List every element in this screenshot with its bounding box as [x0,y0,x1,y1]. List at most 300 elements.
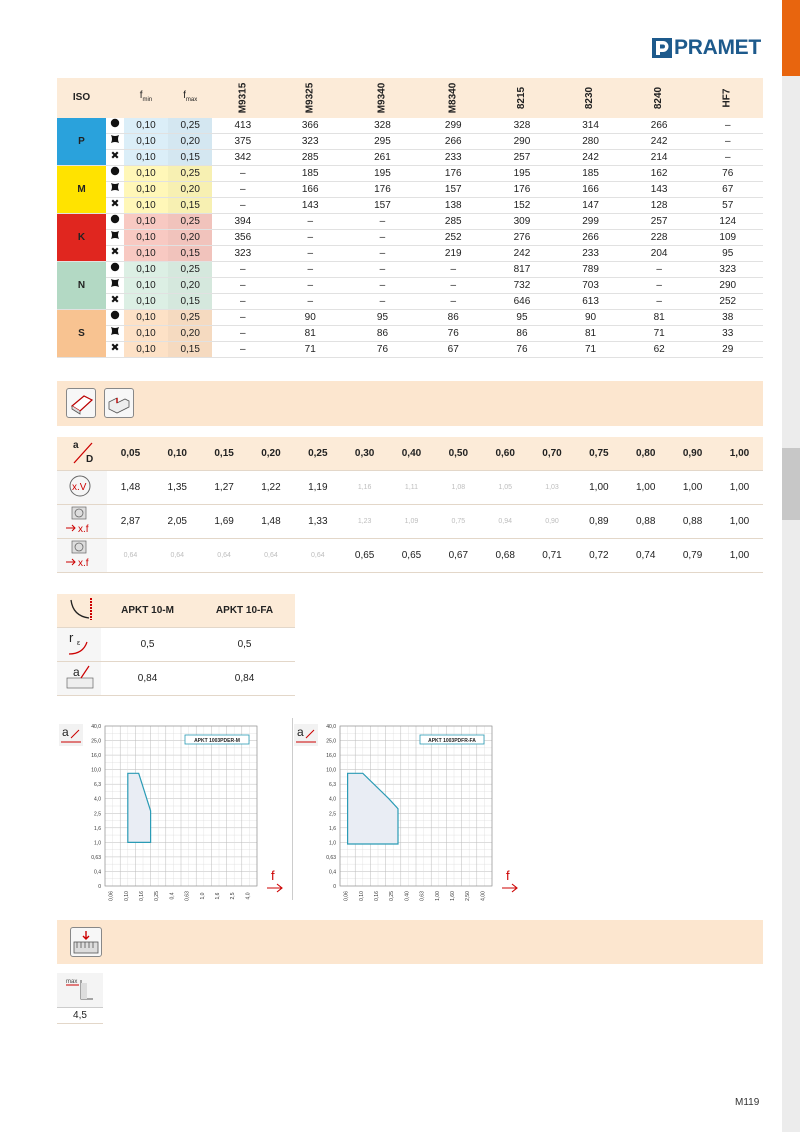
ratio-header: 0,40 [388,437,435,471]
cutting-speed-value: 176 [374,183,391,195]
x-tick-label: 0,16 [139,891,145,901]
x-tick-label: 0,63 [184,891,191,901]
chapter-tab-current[interactable] [782,448,800,521]
cutting-speed-value: – [240,279,246,291]
cutting-speed-table [57,78,763,358]
waist-icon [106,134,124,150]
cutting-speed-value: 71 [584,343,597,355]
fmin-value: 0,10 [124,246,168,262]
depth-feed-chart-m [57,718,295,903]
fmin-value: 0,10 [124,230,168,246]
cutting-speed-value: 252 [444,231,462,243]
cutting-speed-value: 143 [650,183,668,195]
table-row [57,471,763,505]
iso-group-cell: S [57,310,106,358]
svg-text:a: a [62,725,69,739]
feed-factor-icon [57,539,107,573]
cutting-speed-value: – [656,295,662,307]
table-row [57,198,763,214]
cutting-speed-value: 789 [582,263,599,275]
correction-value: 0,89 [575,505,622,539]
x-tick-label: 0,10 [358,891,365,901]
circle-icon [106,310,124,326]
cutting-speed-value: 266 [444,135,462,147]
fmin-value: 0,10 [124,118,168,134]
ratio-header: 0,75 [575,437,622,471]
y-tick-label: 0 [333,884,336,890]
cutting-speed-value: 195 [513,167,531,179]
fmin-value: 0,10 [124,166,168,182]
y-tick-label: 16,0 [91,753,101,760]
table-row [57,246,763,262]
cutting-speed-value: 162 [650,167,668,179]
cutting-speed-value: 228 [650,231,668,243]
table-row [57,134,763,150]
cutting-speed-value: 413 [234,119,252,131]
correction-value: 1,05 [482,471,529,505]
svg-text:x.V: x.V [72,482,87,493]
table-row [57,262,763,278]
ratio-header: 0,05 [107,437,154,471]
cutting-speed-value: 152 [513,199,531,211]
cutting-speed-value: 266 [650,119,668,131]
cutting-speed-value: 613 [582,295,599,307]
cutting-speed-value: 356 [234,231,252,243]
svg-text:r: r [69,630,74,645]
chapter-tab-strip [782,0,800,1132]
cutting-speed-value: 817 [513,263,531,275]
insert-column-header: APKT 10-M [101,594,194,628]
chart-title: APKT 1003PDFR-FA [428,737,476,744]
cutting-speed-value: 195 [374,167,391,179]
correction-value: 1,08 [435,471,482,505]
cutting-speed-value: 276 [513,231,531,243]
cutting-speed-value: 323 [234,247,252,259]
ratio-header: 1,00 [716,437,763,471]
ratio-header: 0,50 [435,437,482,471]
chapter-tab[interactable] [782,76,800,153]
cutting-speed-value: – [240,199,246,211]
x-tick-label: 0,06 [108,891,115,901]
correction-value: 0,72 [575,539,622,573]
cutting-speed-value: 143 [301,199,319,211]
cutting-speed-value: 95 [376,311,389,323]
shoulder-milling-icon [104,388,134,418]
ratio-header: 0,30 [341,437,388,471]
correction-value: 0,68 [482,539,529,573]
cutting-speed-value: – [240,311,246,323]
table-row [57,214,763,230]
fmin-value: 0,10 [124,278,168,294]
section-bar-ramping [57,920,763,964]
cutting-speed-value: 157 [374,199,391,211]
cutting-speed-value: 138 [444,199,462,211]
cutting-speed-value: – [724,151,731,163]
correction-value: 0,67 [435,539,482,573]
cutting-speed-value: 703 [582,279,599,291]
iso-group-cell: K [57,214,106,262]
correction-value: 0,64 [294,539,341,573]
feed-axis-label: f [271,868,275,883]
cutting-speed-value: 176 [444,167,462,179]
cutting-speed-value: 166 [582,183,599,195]
fmin-value: 0,10 [124,342,168,358]
fmax-value: 0,20 [168,134,212,150]
x-tick-label: 0,25 [154,891,161,901]
circle-icon [106,262,124,278]
fmin-value: 0,10 [124,294,168,310]
svg-text:a: a [297,725,304,739]
operating-area [128,773,151,842]
table-row [57,539,763,573]
chapter-tab[interactable] [782,304,800,381]
iso-header: ISO [57,78,106,118]
fmax-value: 0,25 [168,262,212,278]
y-tick-label: 0,63 [326,854,336,861]
y-tick-label: 10,0 [91,767,101,774]
grade-header: M9340 [347,78,418,118]
chapter-tab[interactable] [782,152,800,229]
grade-header: HF7 [692,78,763,118]
fmin-value: 0,10 [124,326,168,342]
cutting-speed-value: – [307,247,313,259]
cutting-speed-value: 646 [513,295,531,307]
cutting-speed-value: – [307,263,313,275]
table-row [57,437,763,471]
fmax-value: 0,25 [168,118,212,134]
fmin-value: 0,10 [124,182,168,198]
waist-icon [106,326,124,342]
correction-value: 1,09 [388,505,435,539]
waist-icon [106,230,124,246]
y-tick-label: 2,5 [329,811,336,818]
cutting-speed-value: – [656,279,662,291]
svg-text:x.f: x.f [78,558,89,569]
cutting-speed-value: 328 [374,119,391,131]
feed-arrow-icon [267,884,282,892]
insert-value: 0,84 [101,662,194,696]
cutting-speed-value: 323 [719,263,737,275]
table-row [57,166,763,182]
ratio-header: 0,80 [622,437,669,471]
cutting-speed-value: 242 [582,151,599,163]
cutting-speed-value: 242 [650,135,668,147]
grade-header: 8230 [555,78,626,118]
correction-value: 2,87 [107,505,154,539]
fmax-value: 0,15 [168,294,212,310]
correction-value: 0,64 [248,539,295,573]
cutting-speed-value: 328 [513,119,531,131]
table-row [57,628,295,662]
iso-group-cell: P [57,118,106,166]
table-row [57,294,763,310]
fmax-value: 0,25 [168,214,212,230]
svg-text:x.f: x.f [78,524,89,535]
table-row [57,150,763,166]
x-tick-label: 1,00 [434,891,441,901]
cross-icon [106,198,124,214]
y-tick-label: 2,5 [94,811,101,818]
cross-icon [106,342,124,358]
chapter-tab[interactable] [782,900,800,977]
x-tick-label: 0,40 [404,891,411,901]
x-tick-label: 1,6 [215,892,221,900]
ae-d-ratio-icon [57,437,107,471]
correction-value: 0,65 [341,539,388,573]
speed-factor-icon [57,471,107,505]
table-row [57,662,295,696]
cutting-speed-value: 257 [513,151,531,163]
table-row [57,230,763,246]
cutting-speed-value: 242 [513,247,531,259]
y-tick-label: 6,3 [329,782,336,789]
correction-value: 1,19 [294,471,341,505]
cutting-speed-value: 290 [513,135,531,147]
correction-value: 0,74 [622,539,669,573]
correction-value: 1,00 [716,471,763,505]
cutting-speed-value: 95 [516,311,528,323]
cutting-speed-value: 219 [444,247,462,259]
cutting-speed-value: 285 [301,151,319,163]
cutting-speed-value: – [307,279,313,291]
cutting-speed-value: 81 [304,327,316,339]
y-tick-label: 10,0 [326,767,336,774]
cutting-speed-value: – [379,231,386,243]
ratio-header: 0,10 [154,437,201,471]
cutting-speed-value: 299 [444,119,462,131]
face-milling-icon [66,388,96,418]
fmin-value: 0,10 [124,262,168,278]
page-number: M119 [735,1097,760,1108]
svg-text:D: D [86,454,94,465]
cutting-speed-value: 71 [653,327,665,339]
feed-factor-icon [57,505,107,539]
fmax-header: $f_{max}$ [168,78,212,118]
y-tick-label: 6,3 [94,782,101,789]
chapter-tab[interactable] [782,228,800,305]
cutting-speed-value: 128 [650,199,668,211]
chart-title: APKT 1003PDER-M [194,737,240,744]
correction-value: 0,64 [107,539,154,573]
correction-value: 1,00 [716,505,763,539]
correction-value: 1,33 [294,505,341,539]
cutting-speed-value: 29 [722,343,734,355]
correction-value: 1,16 [341,471,388,505]
svg-text:a: a [73,440,79,451]
ratio-header: 0,20 [248,437,295,471]
y-tick-label: 1,6 [329,825,336,832]
pramet-logo-icon [652,38,672,58]
cutting-speed-value: – [307,231,313,243]
y-tick-label: 40,0 [326,724,336,730]
y-tick-label: 25,0 [91,738,101,745]
cutting-speed-value: – [450,295,457,307]
cutting-speed-value: 266 [582,231,599,243]
max-depth-box [57,973,103,1023]
x-tick-label: 0,63 [419,891,426,901]
cutting-speed-value: – [379,247,386,259]
depth-axis-icon [294,724,318,746]
y-tick-label: 1,0 [94,840,101,847]
cutting-speed-value: 375 [234,135,252,147]
chapter-tab[interactable] [782,380,800,449]
cutting-speed-value: 90 [584,311,597,323]
fmin-value: 0,10 [124,214,168,230]
y-tick-label: 4,0 [329,796,336,803]
correction-value: 1,48 [107,471,154,505]
correction-value: 0,88 [622,505,669,539]
section-bar-milling [57,381,763,426]
table-row [57,118,763,134]
corner-radius-icon [57,628,101,662]
max-depth-icon [57,973,103,1008]
cutting-speed-value: 33 [722,327,734,339]
grade-header: M8340 [418,78,489,118]
cutting-speed-value: 280 [582,135,599,147]
table-row [57,505,763,539]
ratio-header: 0,90 [669,437,716,471]
cutting-speed-value: – [379,279,386,291]
cutting-speed-value: 166 [301,183,319,195]
cutting-speed-value: 147 [582,199,599,211]
grade-header: M9315 [212,78,273,118]
chapter-tab[interactable] [782,1052,800,1133]
correction-value: 0,90 [529,505,576,539]
cutting-speed-value: – [379,295,386,307]
y-tick-label: 0,4 [329,869,336,876]
cutting-speed-value: 76 [516,343,528,355]
y-tick-label: 0 [98,884,101,890]
cutting-speed-value: 314 [582,119,599,131]
table-row [57,326,763,342]
cutting-speed-value: – [240,183,246,195]
cutting-speed-value: – [450,279,457,291]
x-tick-label: 0,10 [123,891,130,901]
fmax-value: 0,25 [168,310,212,326]
insert-value: 0,5 [194,628,295,662]
cutting-speed-value: 394 [234,215,252,227]
cross-icon [106,294,124,310]
cutting-speed-value: 76 [376,343,389,355]
fmax-value: 0,20 [168,230,212,246]
correction-value: 2,05 [154,505,201,539]
cutting-speed-value: 732 [513,279,531,291]
fmax-value: 0,25 [168,166,212,182]
cutting-speed-value: 124 [719,215,737,227]
correction-value: 1,48 [248,505,295,539]
grade-header: 8215 [489,78,556,118]
operating-area [348,773,398,844]
cutting-speed-value: – [724,119,731,131]
correction-factor-table [57,437,763,573]
cutting-speed-value: 76 [447,327,459,339]
fmin-header: $f_{min}$ [124,78,168,118]
fmax-value: 0,15 [168,150,212,166]
chapter-tab[interactable] [782,976,800,1053]
insert-value: 0,5 [101,628,194,662]
cutting-speed-value: 71 [304,343,316,355]
cutting-speed-value: – [240,295,246,307]
y-tick-label: 0,63 [91,854,101,861]
fmax-value: 0,20 [168,182,212,198]
brand-name: PRAMET [674,36,761,59]
cutting-speed-value: 86 [447,311,459,323]
waist-icon [106,278,124,294]
cutting-speed-value: 95 [722,247,734,259]
cutting-speed-value: – [379,263,386,275]
correction-value: 0,64 [154,539,201,573]
ratio-header: 0,25 [294,437,341,471]
circle-icon [106,166,124,182]
cutting-speed-value: 67 [447,343,459,355]
cutting-speed-value: 81 [653,311,665,323]
correction-value: 1,11 [388,471,435,505]
cutting-speed-value: 285 [444,215,462,227]
chapter-tab[interactable] [782,596,800,673]
cutting-speed-value: 157 [444,183,462,195]
cutting-speed-value: 38 [722,311,734,323]
grade-header: M9325 [273,78,347,118]
cutting-speed-value: – [724,135,731,147]
circle-icon [106,214,124,230]
cutting-speed-value: – [450,263,457,275]
table-row [57,342,763,358]
cutting-speed-value: 309 [513,215,531,227]
cutting-speed-value: – [379,215,386,227]
cutting-speed-value: 252 [719,295,737,307]
cutting-speed-value: 257 [650,215,668,227]
iso-group-cell: N [57,262,106,310]
grade-header: 8240 [626,78,693,118]
correction-value: 0,79 [669,539,716,573]
correction-value: 0,75 [435,505,482,539]
cutting-speed-value: 62 [653,343,665,355]
fmax-value: 0,15 [168,198,212,214]
cutting-speed-value: 57 [722,199,734,211]
cutting-speed-value: 233 [444,151,462,163]
cutting-speed-value: – [240,167,246,179]
svg-text:ε: ε [77,640,81,647]
correction-value: 1,00 [669,471,716,505]
chart-svg [292,718,532,903]
x-tick-label: 0,4 [169,892,176,900]
x-tick-label: 2,5 [230,892,237,900]
cutting-speed-value: – [307,215,313,227]
cutting-speed-value: – [240,343,246,355]
insert-geometry-table [57,594,295,696]
chapter-tab[interactable] [782,748,800,825]
correction-value: 1,22 [248,471,295,505]
chapter-tab[interactable] [782,672,800,749]
chapter-tab[interactable] [782,824,800,901]
chapter-tab-active[interactable] [782,0,800,77]
cutting-speed-value: 342 [234,151,252,163]
table-row [57,310,763,326]
ratio-header: 0,60 [482,437,529,471]
chapter-tab[interactable] [782,520,800,597]
x-tick-label: 4,0 [245,892,252,900]
cutting-speed-value: 366 [301,119,319,131]
fmax-value: 0,20 [168,326,212,342]
table-row [57,278,763,294]
x-tick-label: 0,06 [343,891,350,901]
cutting-speed-value: 81 [584,327,597,339]
cutting-speed-value: 67 [722,183,734,195]
cutting-speed-value: 86 [516,327,528,339]
x-tick-label: 4,00 [480,891,487,901]
y-tick-label: 0,4 [94,869,101,876]
y-tick-label: 1,0 [329,840,336,847]
